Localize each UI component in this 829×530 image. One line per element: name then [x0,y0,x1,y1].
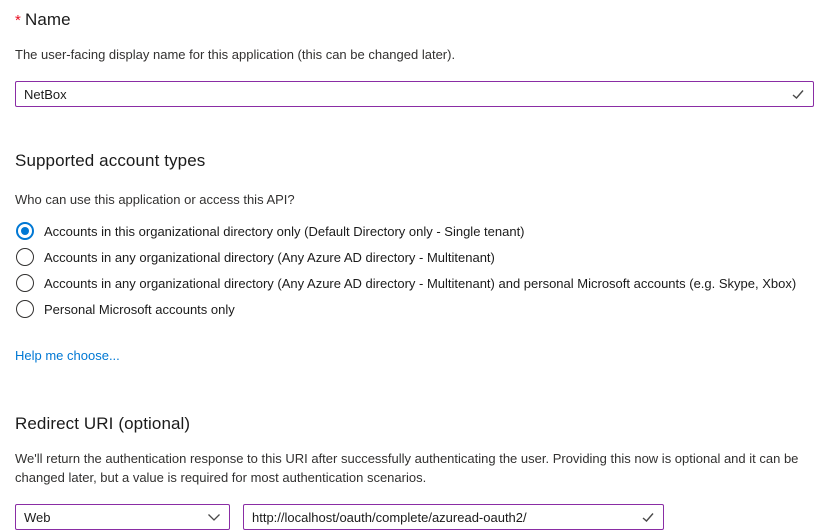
radio-option-multitenant[interactable] [15,244,814,270]
redirect-uri-section [15,414,814,530]
redirect-uri-input-container [243,504,664,530]
platform-select-value: Web [24,509,51,525]
name-input[interactable] [16,87,791,102]
redirect-uri-input[interactable] [244,510,641,525]
name-description: The user-facing display name for this application (this can be changed later). [15,47,456,62]
account-types-title: Supported account types [15,151,206,170]
account-types-question: Who can use this application or access this API? [15,192,295,207]
radio-button-icon[interactable] [16,274,34,292]
account-types-radio-group [15,218,814,322]
radio-button-icon[interactable] [16,222,34,240]
name-input-container [15,81,814,107]
name-section [15,10,814,107]
required-asterisk: * [15,12,21,29]
platform-select[interactable] [15,504,230,530]
name-title-text: Name [24,10,71,29]
radio-option-personal-only[interactable] [15,296,814,322]
help-me-choose-link[interactable]: Help me choose... [15,348,120,363]
redirect-uri-description: We'll return the authentication response to this URI after successfully authenticating the user. Providing this now is optional and it can be changed later, but a value is required for most authentication scenarios. [15,451,799,485]
chevron-down-icon [207,513,221,522]
radio-option-label: Accounts in any organizational directory (Any Azure AD directory - Multitenant) [44,249,495,265]
radio-option-single-tenant[interactable] [15,218,814,244]
radio-button-icon[interactable] [16,248,34,266]
name-section-title [15,10,814,30]
radio-option-multitenant-personal[interactable] [15,270,814,296]
account-types-section [15,151,814,365]
redirect-uri-controls [15,504,814,530]
radio-button-icon[interactable] [16,300,34,318]
checkmark-icon [791,87,813,101]
radio-option-label: Personal Microsoft accounts only [44,301,235,317]
radio-option-label: Accounts in any organizational directory (Any Azure AD directory - Multitenant) and personal Microsoft accounts (e.g. Skype, Xbox) [44,275,797,291]
redirect-uri-title: Redirect URI (optional) [15,414,191,433]
checkmark-icon [641,510,663,524]
radio-option-label: Accounts in this organizational directory only (Default Directory only - Single tenant) [44,223,525,239]
